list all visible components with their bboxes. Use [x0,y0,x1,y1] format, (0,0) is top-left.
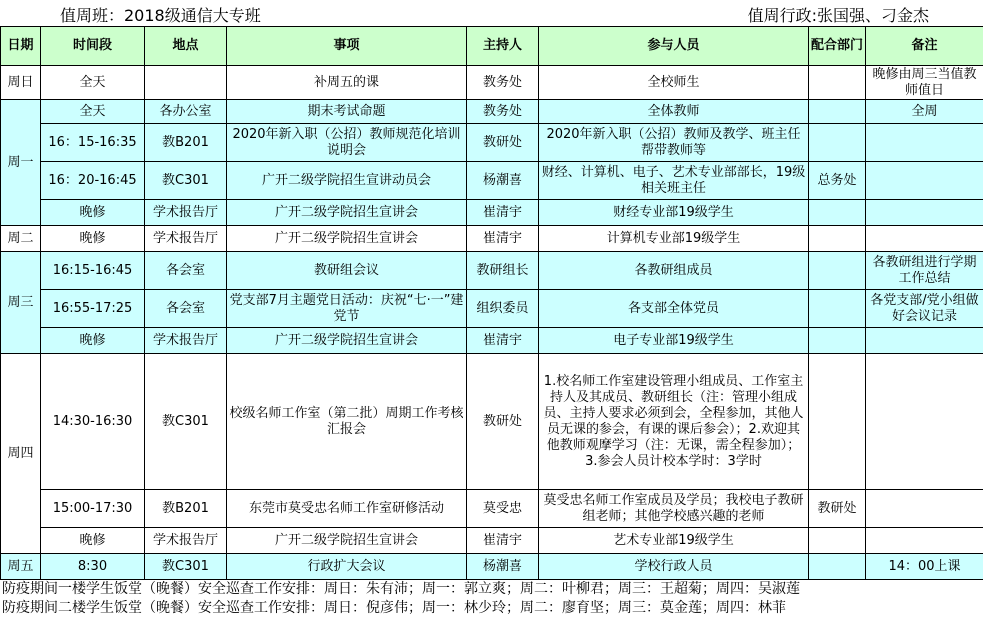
host-cell: 崔清宇 [467,328,539,354]
participants-cell: 学校行政人员 [539,554,809,580]
duty-admin: 值周行政:张国强、刁金杰 [747,6,929,25]
dept-cell [809,226,866,252]
time-cell: 16：15-16:35 [41,124,145,162]
place-cell: 学术报告厅 [145,226,227,252]
place-cell: 教C301 [145,554,227,580]
place-cell: 教B201 [145,490,227,528]
dept-cell [809,252,866,290]
dept-cell [809,66,866,100]
time-cell: 全天 [41,100,145,124]
table-row [1,528,983,554]
event-cell: 教研组会议 [227,252,467,290]
participants-cell: 财经、计算机、电子、艺术专业部部长，19级相关班主任 [539,162,809,200]
time-cell: 16:15-16:45 [41,252,145,290]
participants-cell: 全校师生 [539,66,809,100]
time-cell: 15:00-17:30 [41,490,145,528]
col-participants: 参与人员 [539,27,809,66]
col-time: 时间段 [41,27,145,66]
event-cell: 广开二级学院招生宣讲动员会 [227,162,467,200]
table-row [1,100,983,124]
host-cell: 崔清宇 [467,200,539,226]
table-row [1,354,983,490]
table-row [1,124,983,162]
event-cell: 行政扩大会议 [227,554,467,580]
note-cell [866,490,983,528]
event-cell: 2020年新入职（公招）教师规范化培训说明会 [227,124,467,162]
duty-class: 值周班：2018级通信大专班 [60,6,261,25]
time-cell: 16:55-17:25 [41,290,145,328]
place-cell: 学术报告厅 [145,528,227,554]
time-cell: 晚修 [41,200,145,226]
time-cell: 全天 [41,66,145,100]
header-row [1,27,983,66]
top-header [0,0,983,26]
time-cell: 晚修 [41,528,145,554]
footer-line-2: 防疫期间二楼学生饭堂（晚餐）安全巡查工作安排：周日：倪彦伟；周一：林少玲；周二：廖育坚；周三：莫金莲；周四：林菲 [2,600,786,616]
note-cell: 各教研组进行学期工作总结 [866,252,983,290]
participants-cell: 财经专业部19级学生 [539,200,809,226]
dept-cell [809,354,866,490]
host-cell: 教研处 [467,124,539,162]
day-cell: 周日 [1,66,41,100]
dept-cell [809,290,866,328]
host-cell: 崔清宇 [467,226,539,252]
note-cell [866,328,983,354]
host-cell: 教务处 [467,66,539,100]
table-row [1,66,983,100]
event-cell: 党支部7月主题党日活动：庆祝“七·一”建党节 [227,290,467,328]
note-cell: 各党支部/党小组做好会议记录 [866,290,983,328]
place-cell: 学术报告厅 [145,200,227,226]
place-cell: 教C301 [145,162,227,200]
table-row [1,200,983,226]
schedule-table [0,26,983,580]
place-cell: 各办公室 [145,100,227,124]
dept-cell [809,328,866,354]
time-cell: 晚修 [41,328,145,354]
participants-cell: 艺术专业部19级学生 [539,528,809,554]
col-event: 事项 [227,27,467,66]
place-cell: 教C301 [145,354,227,490]
host-cell: 莫受忠 [467,490,539,528]
table-row [1,290,983,328]
place-cell: 教B201 [145,124,227,162]
time-cell: 14:30-16:30 [41,354,145,490]
participants-cell: 莫受忠名师工作室成员及学员；我校电子教研组老师；其他学校感兴趣的老师 [539,490,809,528]
participants-cell: 各教研组成员 [539,252,809,290]
note-cell: 晚修由周三当值教师值日 [866,66,983,100]
day-cell: 周四 [1,354,41,554]
event-cell: 期末考试命题 [227,100,467,124]
dept-cell [809,200,866,226]
event-cell: 东莞市莫受忠名师工作室研修活动 [227,490,467,528]
col-place: 地点 [145,27,227,66]
place-cell: 各会室 [145,252,227,290]
dept-cell: 教研处 [809,490,866,528]
event-cell: 校级名师工作室（第二批）周期工作考核汇报会 [227,354,467,490]
participants-cell: 全体教师 [539,100,809,124]
host-cell: 教研组长 [467,252,539,290]
host-cell: 崔清宇 [467,528,539,554]
dept-cell [809,100,866,124]
col-dept: 配合部门 [809,27,866,66]
note-cell: 14：00上课 [866,554,983,580]
host-cell: 组织委员 [467,290,539,328]
col-host: 主持人 [467,27,539,66]
footer-line-1: 防疫期间一楼学生饭堂（晚餐）安全巡查工作安排：周日：朱有沛；周一：郭立爽；周二：叶柳君；周三：王超菊；周四：吴淑莲 [2,581,800,597]
table-row [1,226,983,252]
table-row [1,554,983,580]
day-cell: 周三 [1,252,41,354]
table-row [1,252,983,290]
note-cell [866,124,983,162]
time-cell: 晚修 [41,226,145,252]
dept-cell: 总务处 [809,162,866,200]
event-cell: 广开二级学院招生宣讲会 [227,528,467,554]
table-row [1,490,983,528]
event-cell: 广开二级学院招生宣讲会 [227,328,467,354]
host-cell: 杨潮喜 [467,162,539,200]
participants-cell: 电子专业部19级学生 [539,328,809,354]
dept-cell [809,554,866,580]
host-cell: 教务处 [467,100,539,124]
col-note: 备注 [866,27,983,66]
place-cell: 学术报告厅 [145,328,227,354]
event-cell: 补周五的课 [227,66,467,100]
note-cell [866,354,983,490]
note-cell: 全周 [866,100,983,124]
time-cell: 8:30 [41,554,145,580]
table-row [1,328,983,354]
host-cell: 杨潮喜 [467,554,539,580]
dept-cell [809,124,866,162]
day-cell: 周二 [1,226,41,252]
table-row [1,162,983,200]
place-cell: 各会室 [145,290,227,328]
day-cell: 周五 [1,554,41,580]
note-cell [866,162,983,200]
event-cell: 广开二级学院招生宣讲会 [227,226,467,252]
participants-cell: 各支部全体党员 [539,290,809,328]
time-cell: 16：20-16:45 [41,162,145,200]
participants-cell: 1.校名师工作室建设管理小组成员、工作室主持人及其成员、教研组长（注：管理小组成员、主持人要求必须到会，全程参加，其他人员无课的参会，有课的课后参会）；2.欢迎其他教师观摩学习（注：无课，需全程参加）；3.参会人员计校本学时：3学时 [539,354,809,490]
participants-cell: 2020年新入职（公招）教师及教学、班主任帮带教师等 [539,124,809,162]
event-cell: 广开二级学院招生宣讲会 [227,200,467,226]
host-cell: 教研处 [467,354,539,490]
note-cell [866,528,983,554]
note-cell [866,226,983,252]
place-cell [145,66,227,100]
day-cell: 周一 [1,100,41,226]
col-date: 日期 [1,27,41,66]
note-cell [866,200,983,226]
participants-cell: 计算机专业部19级学生 [539,226,809,252]
dept-cell [809,528,866,554]
